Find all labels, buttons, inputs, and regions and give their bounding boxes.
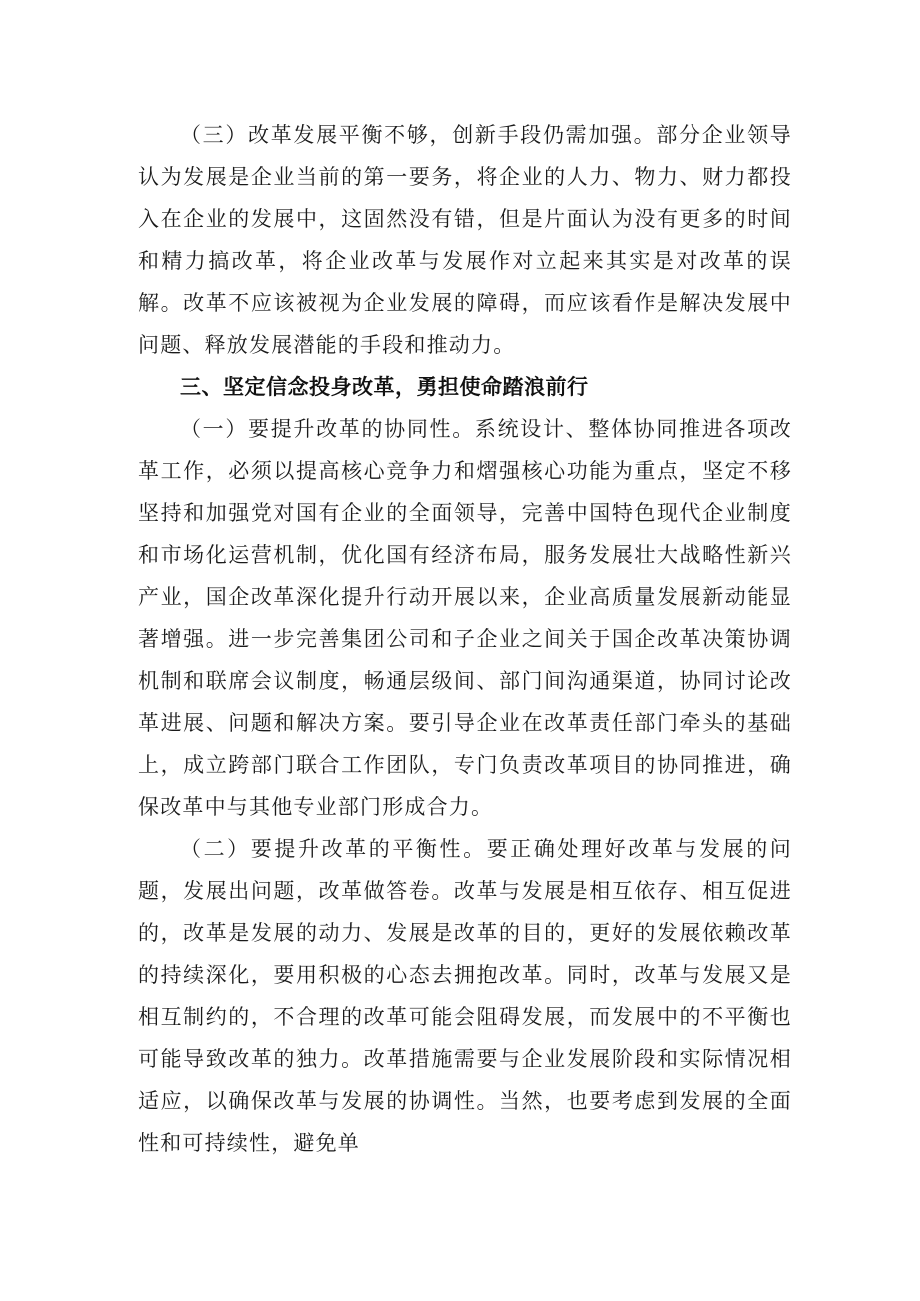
paragraph-reform-synergy: （一）要提升改革的协同性。系统设计、整体协同推进各项改革工作，必须以提高核心竞争力和熠强核心功能为重点，坚定不移坚持和加强党对国有企业的全面领导，完善中国特色现代企业制度和市场化运营机制，优化国有经济布局，服务发展壮大战略性新兴产业，国企改革深化提升行动开展以来，企业高质量发展新动能显著增强。进一步完善集团公司和子企业之间关于国企改革决策协调机制和联席会议制度，畅通层级间、部门间沟通渠道，协同讨论改革进展、问题和解决方案。要引导企业在改革责任部门牵头的基础上，成立跨部门联合工作团队，专门负责改革项目的协同推进，确保改革中与其他专业部门形成合力。 bbox=[138, 417, 792, 819]
paragraph-reform-balance: （二）要提升改革的平衡性。要正确处理好改革与发展的问题，发展出问题，改革做答卷。改革与发展是相互依存、相互促进的，改革是发展的动力、发展是改革的目的，更好的发展依赖改革的持续深化，要用积极的心态去拥抱改革。同时，改革与发展又是相互制约的，不合理的改革可能会阻碍发展，而发展中的不平衡也可能导致改革的独力。改革措施需要与企业发展阶段和实际情况相适应，以确保改革与发展的协调性。当然，也要考虑到发展的全面性和可持续性，避免单 bbox=[138, 837, 792, 1155]
document-body bbox=[138, 114, 792, 1164]
paragraph-reform-balance-issue: （三）改革发展平衡不够，创新手段仍需加强。部分企业领导认为发展是企业当前的第一要务，将企业的人力、物力、财力都投入在企业的发展中，这固然没有错，但是片面认为没有更多的时间和精力搞改革，将企业改革与发展作对立起来其实是对改革的误解。改革不应该被视为企业发展的障碍，而应该看作是解决发展中问题、释放发展潜能的手段和推动力。 bbox=[138, 123, 792, 357]
section-heading-three: 三、坚定信念投身改革，勇担使命踏浪前行 bbox=[180, 375, 589, 399]
